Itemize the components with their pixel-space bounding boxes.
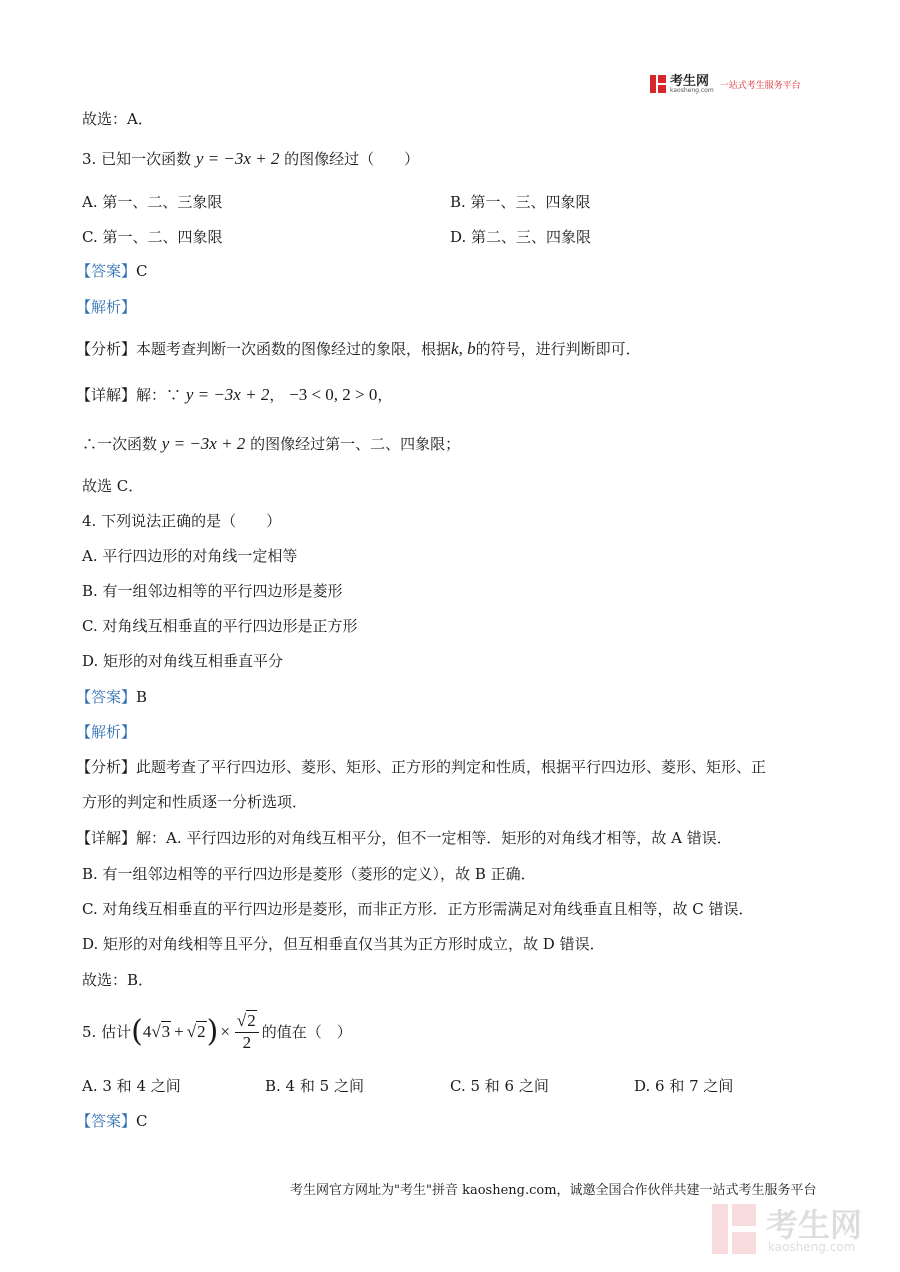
q3-xj-equation: y = −3x + 2	[185, 385, 270, 404]
q3-selection: 故选 C．	[82, 477, 144, 495]
q4-xiangjie-line-4: D. 矩形的对角线相等且平分，但互相垂直仅当其为正方形时成立，故 D 错误．	[82, 935, 605, 953]
q3-option-b: B. 第一、三、四象限	[450, 193, 591, 211]
q4-xj-text-1: 解：A. 平行四边形的对角线互相平分，但不一定相等．矩形的对角线才相等，故 A 错误．	[136, 829, 732, 847]
q3-con-text-b: 的图像经过第一、二、四象限；	[250, 435, 461, 453]
q5-suffix: 的值在（ ）	[261, 1023, 352, 1041]
fenxi-tag: 【分析】	[76, 340, 137, 358]
logo-url: kaosheng.com	[670, 86, 714, 94]
question-5-stem	[82, 1008, 352, 1056]
logo-mark-icon	[650, 75, 666, 93]
q5-prefix: 5. 估计	[82, 1023, 132, 1041]
plus-sign: +	[174, 1022, 184, 1041]
q5-option-d: D. 6 和 7 之间	[634, 1077, 734, 1095]
answer-value: C	[136, 262, 148, 280]
q3-option-a: A. 第一、二、三象限	[82, 193, 223, 211]
logo-name: 考生网	[670, 73, 710, 89]
q3-prefix: 3. 已知一次函数	[82, 150, 192, 168]
watermark-logo	[712, 1200, 882, 1258]
q4-analysis-tag: 【解析】	[76, 723, 137, 741]
question-3-stem	[82, 149, 419, 169]
q3-fenxi	[76, 339, 641, 359]
watermark-name: 考生网	[766, 1206, 863, 1244]
q4-option-a: A. 平行四边形的对角线一定相等	[82, 547, 298, 565]
q3-fenxi-text-b: 的符号，进行判断即可．	[475, 340, 641, 358]
sqrt-3-radicand: 3	[161, 1022, 171, 1041]
xiangjie-tag: 【详解】	[76, 829, 137, 847]
answer-tag: 【答案】	[76, 1112, 137, 1130]
sqrt-2: √2	[186, 1022, 206, 1041]
answer-tag: 【答案】	[76, 262, 137, 280]
q4-selection: 故选：B．	[82, 971, 154, 989]
q3-conclusion	[82, 434, 460, 454]
fraction-sqrt2-over-2: $\frac{√2}{2}$	[235, 1011, 259, 1053]
answer-value: C	[136, 1112, 148, 1130]
q4-fenxi-line-2: 方形的判定和性质逐一分析选项．	[82, 793, 308, 811]
q3-con-equation: y = −3x + 2	[161, 434, 246, 453]
watermark-url: kaosheng.com	[768, 1240, 856, 1254]
q3-con-text-a: ∴一次函数	[82, 435, 158, 453]
watermark-mark-icon	[712, 1204, 756, 1254]
fenxi-tag: 【分析】	[76, 758, 137, 776]
fraction-denominator: 2	[242, 1033, 252, 1052]
q4-option-d: D. 矩形的对角线互相垂直平分	[82, 652, 284, 670]
q5-coef: 4	[142, 1022, 152, 1041]
q3-fenxi-kb: k, b	[451, 339, 476, 358]
q3-analysis-tag: 【解析】	[76, 298, 137, 316]
q4-option-b: B. 有一组邻边相等的平行四边形是菱形	[82, 582, 343, 600]
q3-suffix: 的图像经过（ ）	[284, 150, 420, 168]
q4-xiangjie-line-3: C. 对角线互相垂直的平行四边形是菱形，而非正方形．正方形需满足对角线垂直且相等，故 C 错误．	[82, 900, 754, 918]
q3-xj-text-a: 解：∵	[136, 386, 182, 404]
q3-xj-text-b: ，	[269, 386, 285, 404]
q4-option-c: C. 对角线互相垂直的平行四边形是正方形	[82, 617, 358, 635]
times-sign: ×	[220, 1022, 230, 1041]
q5-option-a: A. 3 和 4 之间	[82, 1077, 181, 1095]
q4-xiangjie-line-2: B. 有一组邻边相等的平行四边形是菱形（菱形的定义），故 B 正确．	[82, 865, 536, 883]
q3-xj-inequality: −3 < 0, 2 > 0	[289, 385, 378, 404]
q4-answer	[76, 687, 147, 707]
q3-xiangjie	[76, 385, 392, 405]
q4-xiangjie-line-1	[76, 828, 732, 848]
answer-value: B	[136, 688, 148, 706]
q4-fenxi-line-1	[76, 757, 766, 777]
sqrt-2-radicand: 2	[197, 1022, 206, 1041]
sqrt-3: √3	[151, 1022, 171, 1041]
q5-option-b: B. 4 和 5 之间	[265, 1077, 364, 1095]
q3-xj-text-c: ，	[377, 386, 393, 404]
answer-tag: 【答案】	[76, 688, 137, 706]
q4-fenxi-text-1: 此题考查了平行四边形、菱形、矩形、正方形的判定和性质，根据平行四边形、菱形、矩形、正	[136, 758, 767, 776]
question-4-stem: 4. 下列说法正确的是（ ）	[82, 512, 282, 530]
q3-fenxi-text-a: 本题考查判断一次函数的图像经过的象限，根据	[136, 340, 452, 358]
q5-answer	[76, 1111, 148, 1131]
fraction-numerator: 2	[247, 1011, 256, 1030]
xiangjie-tag: 【详解】	[76, 386, 137, 404]
right-paren: )	[206, 1014, 219, 1049]
left-paren: (	[131, 1014, 143, 1049]
prev-answer-selection: 故选：A．	[82, 110, 153, 128]
logo-slogan: 一站式考生服务平台	[719, 80, 801, 91]
q3-answer	[76, 261, 148, 281]
header-logo	[650, 72, 801, 96]
q3-option-c: C. 第一、二、四象限	[82, 228, 223, 246]
q5-option-c: C. 5 和 6 之间	[450, 1077, 549, 1095]
q3-option-d: D. 第二、三、四象限	[450, 228, 592, 246]
footer-text: 考生网官方网址为"考生"拼音 kaosheng.com，诚邀全国合作伙伴共建一站式考生服务平台	[290, 1183, 817, 1198]
q3-equation: y = −3x + 2	[195, 149, 280, 168]
